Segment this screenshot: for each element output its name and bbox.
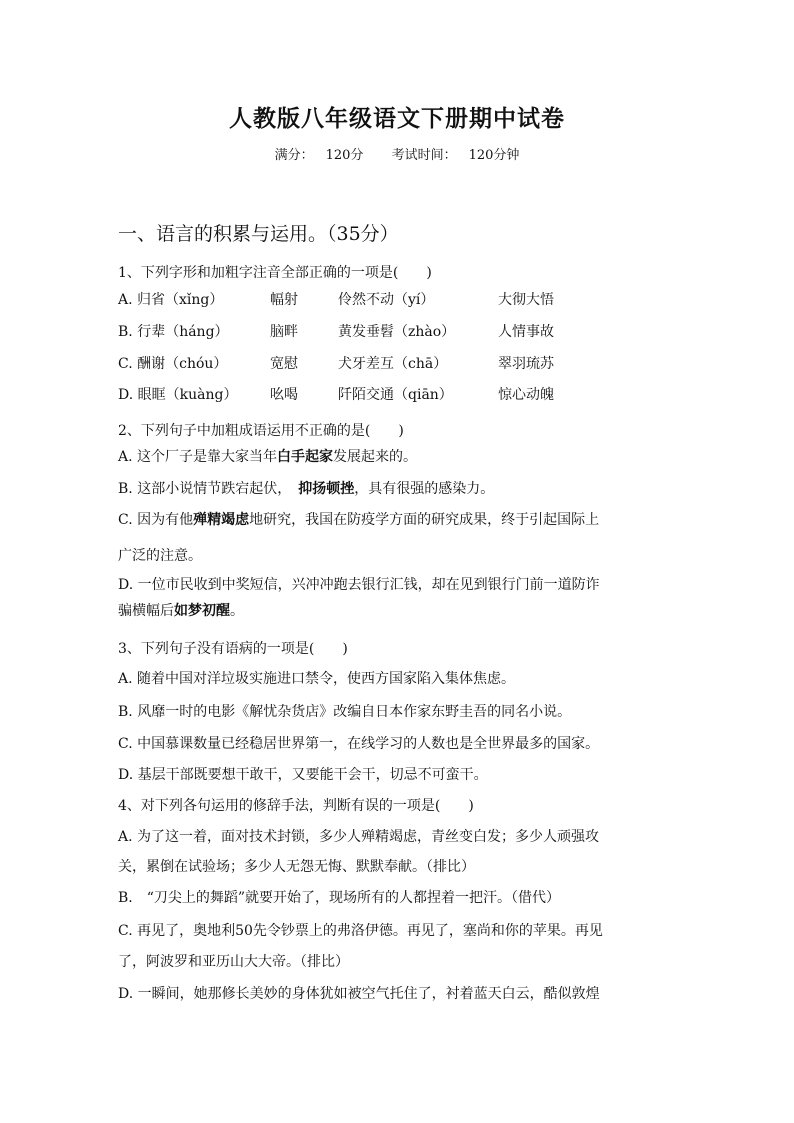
q1-option-b [118,321,678,341]
q2-option-c-line2: 广泛的注意。 [118,548,202,564]
full-score-value: 120分 [325,148,364,163]
q2-option-d-line2 [118,600,244,620]
q2-stem: 2、下列句子中加粗成语运用不正确的是( ) [118,423,404,439]
q4-option-c-line1: C. 再见了，奥地利50先令钞票上的弗洛伊德。再见了，塞尚和你的苹果。再见 [118,923,603,939]
q1-option-a [118,289,678,309]
q3-option-b: B. 风靡一时的电影《解忧杂货店》改编自日本作家东野圭吾的同名小说。 [118,704,572,720]
q2-d-text: 骗横幅后 [118,603,174,619]
q1-a-col1: A. 归省（xǐng） [118,292,224,308]
q1-d-col1: D. 眼眶（kuàng） [118,387,238,403]
q1-c-col4: 翠羽琉苏 [498,356,554,372]
q2-b-text: B. 这部小说情节跌宕起伏， [118,481,299,497]
q2-a-text: A. 这个厂子是靠大家当年 [118,449,278,465]
q3-stem: 3、下列句子没有语病的一项是( ) [118,641,348,657]
q1-d-col3: 阡陌交通（qiān） [338,387,453,403]
q2-d-idiom: 如梦初醒 [174,603,230,619]
q4-option-a-line2: 关，累倒在试验场；多少人无怨无悔、默默奉献。（排比） [118,859,475,875]
q1-b-col4: 人情事故 [498,324,554,340]
q1-a-col4: 大彻大悟 [498,292,554,308]
q1-c-col1: C. 酬谢（chóu） [118,356,228,372]
time-value: 120分钟 [468,148,520,163]
q1-b-col2: 脑畔 [270,324,298,340]
q1-c-col3: 犬牙差互（chā） [338,356,448,372]
q1-stem: 1、下列字形和加粗字注音全部正确的一项是( ) [118,265,432,281]
q2-c-idiom: 殚精竭虑 [193,512,250,528]
q1-b-col3: 黄发垂髫（zhào） [338,324,456,340]
q2-option-c [118,509,599,529]
exam-meta [0,144,794,163]
q2-d-text-end: 。 [230,603,244,619]
q1-a-col2: 幅射 [270,292,298,308]
q3-option-a: A. 随着中国对洋垃圾实施进口禁令，使西方国家陷入集体焦虑。 [118,671,516,687]
q4-stem: 4、对下列各句运用的修辞手法，判断有误的一项是( ) [118,798,474,814]
full-score-label: 满分： [274,148,314,163]
q1-option-d [118,384,678,404]
q2-b-idiom: 抑扬顿挫 [298,481,355,497]
q2-c-text: C. 因为有他 [118,512,194,528]
q3-option-c: C. 中国慕课数量已经稳居世界第一，在线学习的人数也是全世界最多的国家。 [118,736,600,752]
q2-option-b [118,478,494,498]
q4-option-a-line1: A. 为了这一着，面对技术封锁，多少人殚精竭虑，青丝变白发；多少人顽强攻 [118,829,600,845]
q1-a-col3: 伶然不动（yí） [338,292,435,308]
q1-b-col1: B. 行辈（háng） [118,324,229,340]
q2-a-idiom: 白手起家 [277,449,334,465]
q3-option-d: D. 基层干部既要想干敢干，又要能干会干，切忌不可蛮干。 [118,767,488,783]
q1-c-col2: 宽慰 [270,356,298,372]
section-heading: 一、语言的积累与运用。（35分） [118,223,399,245]
q1-option-c [118,353,678,373]
q4-option-d-line1: D. 一瞬间，她那修长美妙的身体犹如被空气托住了，衬着蓝天白云，酷似敦煌 [118,986,600,1002]
q4-option-b: B. “刀尖上的舞蹈”就要开始了，现场所有的人都捏着一把汗。（借代） [118,890,561,906]
q1-d-col4: 惊心动魄 [498,387,554,403]
q2-a-text-end: 发展起来的。 [333,449,418,465]
exam-title: 人教版八年级语文下册期中试卷 [229,106,565,132]
q2-c-text-end: 地研究，我国在防疫学方面的研究成果，终于引起国际上 [249,512,600,528]
time-label: 考试时间： [391,148,457,163]
q2-b-text-end: ，具有很强的感染力。 [354,481,495,497]
q2-option-d-line1: D. 一位市民收到中奖短信，兴冲冲跑去银行汇钱，却在见到银行门前一道防诈 [118,577,600,593]
q2-option-a [118,446,417,466]
q4-option-c-line2: 了，阿波罗和亚历山大大帝。（排比） [118,954,349,970]
q1-d-col2: 吆喝 [270,387,298,403]
